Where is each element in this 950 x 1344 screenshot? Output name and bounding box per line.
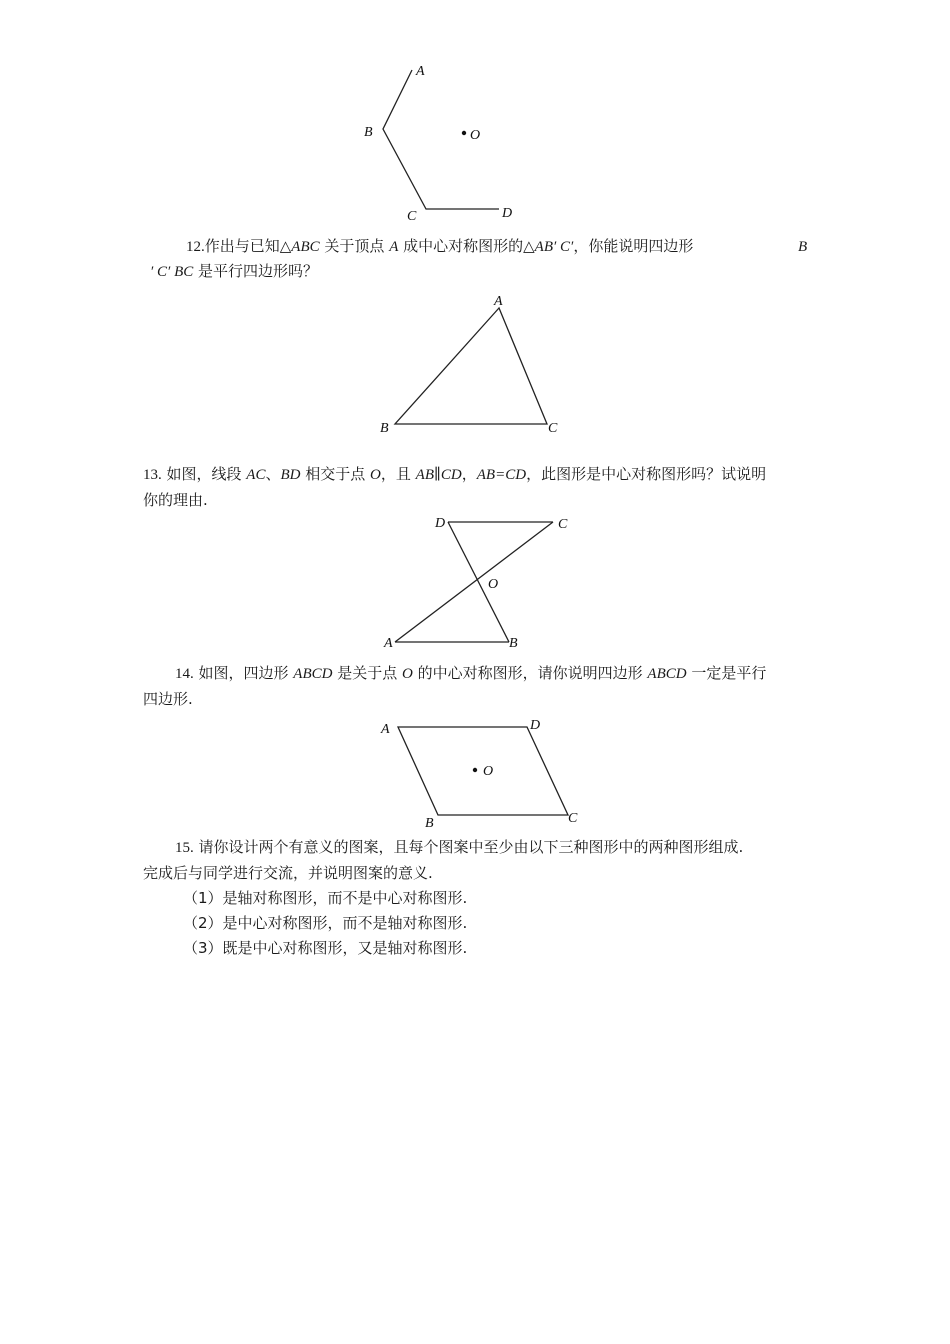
question-12-line-2 xyxy=(150,258,318,285)
label-o: O xyxy=(488,577,499,592)
figure-crossing-segments xyxy=(380,512,580,652)
q13-text-a: 如图，线段 xyxy=(161,465,247,483)
label-c: C xyxy=(568,811,578,826)
label-c: C xyxy=(548,421,558,436)
label-a: A xyxy=(384,636,393,651)
label-o: O xyxy=(470,128,481,143)
segment-ac xyxy=(395,522,553,642)
question-13-number: 13. xyxy=(143,467,162,483)
q12-text-e: 是平行四边形吗？ xyxy=(193,262,319,280)
question-14-line-1 xyxy=(175,660,766,687)
q14-math-2: O xyxy=(402,666,413,682)
question-15-item-1 xyxy=(183,885,467,911)
figure-triangle-abc xyxy=(375,290,575,440)
label-a: A xyxy=(494,294,503,309)
q14-text-b: 是关于点 xyxy=(332,664,403,682)
question-12-line-1 xyxy=(186,233,693,260)
q12-text-b: 关于顶点 xyxy=(319,237,390,255)
q13-math-5: AB=CD xyxy=(476,467,527,483)
question-15-item-2 xyxy=(183,910,467,936)
label-c: C xyxy=(558,517,568,532)
label-d: D xyxy=(435,516,446,531)
q13-text-d: ，且 xyxy=(380,465,416,483)
q14-text-d: 一定是平行 xyxy=(686,664,767,682)
question-15-line-2 xyxy=(143,860,433,886)
q13-text-e: ， xyxy=(461,465,477,483)
q15-item-3-text: （3）既是中心对称图形，又是轴对称图形. xyxy=(183,939,468,957)
q12-text-a: 作出与已知△ xyxy=(204,237,292,255)
q14-text-e: 四边形. xyxy=(143,690,193,708)
label-b: B xyxy=(509,636,518,651)
q13-text-b: 、 xyxy=(265,465,281,483)
label-d: D xyxy=(530,718,541,733)
q14-math-1: ABCD xyxy=(293,666,333,682)
label-b: B xyxy=(425,816,434,831)
q12-text-c: 成中心对称图形的△ xyxy=(398,237,535,255)
q14-text-a: 如图，四边形 xyxy=(193,664,294,682)
question-13-line-2 xyxy=(143,487,208,513)
q14-text-c: 的中心对称图形，请你说明四边形 xyxy=(412,664,648,682)
label-b: B xyxy=(380,421,389,436)
point-o xyxy=(462,131,466,135)
q15-item-2-text: （2）是中心对称图形，而不是轴对称图形. xyxy=(183,914,468,932)
q12-math-4: B xyxy=(798,239,808,255)
label-a: A xyxy=(381,722,390,737)
q15-item-1-text: （1）是轴对称图形，而不是中心对称图形. xyxy=(183,889,468,907)
question-14-number: 14. xyxy=(175,666,194,682)
label-d: D xyxy=(502,206,513,221)
question-13-line-1 xyxy=(143,461,766,488)
q12-math-5: ′ C′ BC xyxy=(150,264,194,280)
figure-parallelogram-abcd xyxy=(375,712,590,832)
q13-math-1: AC xyxy=(246,467,266,483)
q15-text-b: 完成后与同学进行交流，并说明图案的意义. xyxy=(143,864,433,882)
q12-math-1: ABC xyxy=(291,239,320,255)
q15-text-a: 请你设计两个有意义的图案，且每个图案中至少由以下三种图形中的两种图形组成. xyxy=(193,838,744,856)
point-o xyxy=(473,768,477,772)
q13-math-2: BD xyxy=(280,467,301,483)
q13-text-f: ，此图形是中心对称图形吗？试说明 xyxy=(526,465,767,483)
question-12-number: 12. xyxy=(186,239,205,255)
triangle-abc xyxy=(395,308,547,424)
q12-text-d: ，你能说明四边形 xyxy=(573,237,694,255)
q12-math-2: A xyxy=(389,239,399,255)
question-15-item-3 xyxy=(183,935,467,961)
question-15-line-1 xyxy=(175,834,743,861)
segment-db xyxy=(448,522,509,642)
q13-text-c: 相交于点 xyxy=(300,465,371,483)
label-o: O xyxy=(483,764,494,779)
q12-math-3: AB′ C′ xyxy=(534,239,574,255)
q13-math-4: AB∥CD xyxy=(415,467,462,483)
label-b: B xyxy=(364,125,373,140)
label-a: A xyxy=(416,64,425,79)
figure-polyline-abcd xyxy=(350,55,540,230)
q14-math-3: ABCD xyxy=(647,666,687,682)
q13-text-g: 你的理由. xyxy=(143,491,208,509)
question-15-number: 15. xyxy=(175,840,194,856)
polyline-abcd xyxy=(383,70,499,209)
question-14-line-2 xyxy=(143,686,193,712)
question-12-trailing-b xyxy=(798,233,807,260)
q13-math-3: O xyxy=(370,467,381,483)
label-c: C xyxy=(407,209,417,224)
